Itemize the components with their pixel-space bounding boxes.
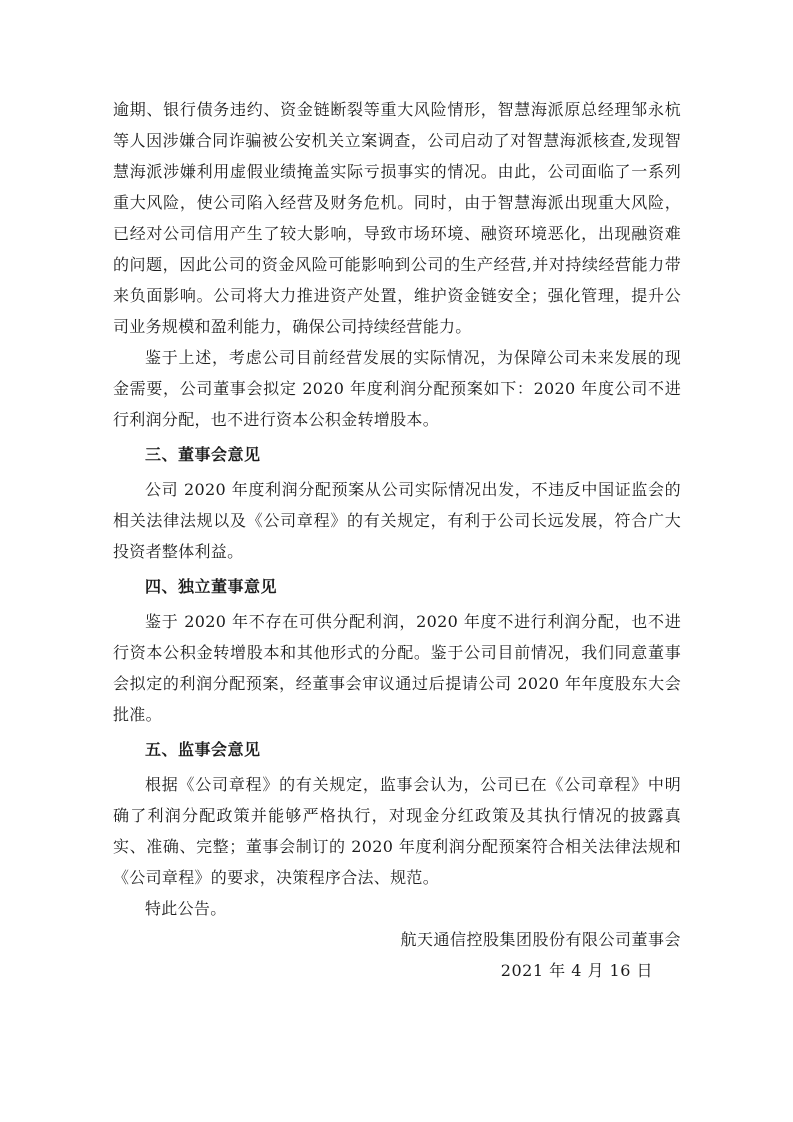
- paragraph-board-opinion: 公司 2020 年度利润分配预案从公司实际情况出发，不违反中国证监会的相关法律法规以及《公司章程》的有关规定，有利于公司长远发展，符合广大投资者整体利益。: [113, 480, 681, 561]
- announcement-date: 2021 年 4 月 16 日: [500, 961, 653, 980]
- paragraph-risk-continuation: 逾期、银行债务违约、资金链断裂等重大风险情形，智慧海派原总经理邹永杭等人因涉嫌合同诈骗被公安机关立案调查，公司启动了对智慧海派核查,发现智慧海派涉嫌利用虚假业绩掩盖实际亏损事实的情况。由此，公司面临了一系列重大风险，使公司陷入经营及财务危机。同时，由于智慧海派出现重大风险，已经对公司信用产生了较大影响，导致市场环境、融资环境恶化，出现融资难的问题，因此公司的资金风险可能影响到公司的生产经营,并对持续经营能力带来负面影响。公司将大力推进资产处置，维护资金链安全；强化管理，提升公司业务规模和盈利能力，确保公司持续经营能力。: [113, 100, 681, 336]
- company-signature: 航天通信控股集团股份有限公司董事会: [400, 930, 681, 949]
- section-heading-board-opinion: 三、董事会意见: [145, 445, 261, 464]
- paragraph-supervisory-board-opinion: 根据《公司章程》的有关规定，监事会认为，公司已在《公司章程》中明确了利润分配政策并能够严格执行，对现金分红政策及其执行情况的披露真实、准确、完整；董事会制订的 2020 年度利润分配预案符合相关法律法规和《公司章程》的要求，决策程序合法、规范。: [113, 775, 681, 887]
- paragraph-profit-distribution-plan: 鉴于上述，考虑公司目前经营发展的实际情况，为保障公司未来发展的现金需要，公司董事会拟定 2020 年度利润分配预案如下：2020 年度公司不进行利润分配，也不进行资本公积金转增股本。: [113, 348, 681, 429]
- section-heading-supervisory-board-opinion: 五、监事会意见: [145, 740, 261, 759]
- section-heading-independent-directors-opinion: 四、独立董事意见: [145, 577, 278, 596]
- paragraph-independent-directors-opinion: 鉴于 2020 年不存在可供分配利润，2020 年度不进行利润分配，也不进行资本公积金转增股本和其他形式的分配。鉴于公司目前情况，我们同意董事会拟定的利润分配预案，经董事会审议通过后提请公司 2020 年年度股东大会批准。: [113, 612, 681, 724]
- paragraph-announcement-closing: 特此公告。: [145, 899, 227, 918]
